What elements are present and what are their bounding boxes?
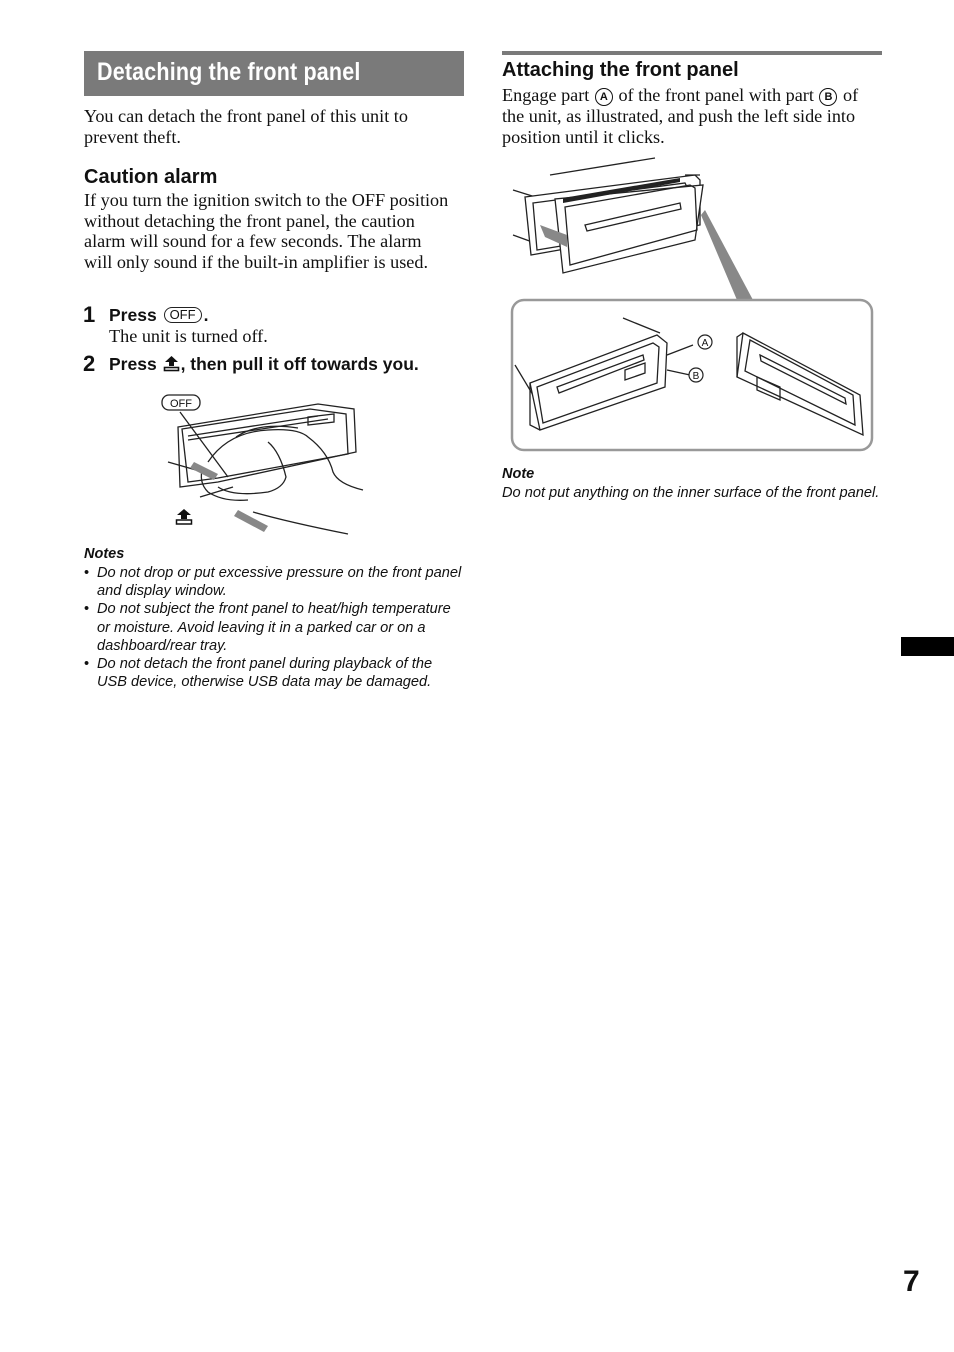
figure-part-b-label: B <box>692 371 700 382</box>
detach-illustration <box>158 392 378 542</box>
step-2-pre: Press <box>109 354 157 374</box>
note-heading: Note <box>502 466 535 482</box>
note-item: • Do not subject the front panel to heat/high temperature or moisture. Avoid leaving it in a parked car or on a dashboard/rear tray. <box>84 600 464 655</box>
note-text: Do not put anything on the inner surface of the front panel. <box>502 485 880 501</box>
step-2-instruction <box>109 354 419 375</box>
attach-illustration <box>505 155 880 455</box>
edge-tab-marker <box>901 637 954 656</box>
caution-text: If you turn the ignition switch to the OFF position without detaching the front panel, the caution alarm will sound for a few seconds. The alarm will only sound if the built-in amplifier is used. <box>84 190 449 272</box>
caution-heading: Caution alarm <box>84 166 218 188</box>
step-2-post: , then pull it off towards you. <box>180 354 419 374</box>
step-1-instruction <box>109 305 208 326</box>
section-title: Detaching the front panel <box>97 58 361 86</box>
notes-list <box>84 564 464 691</box>
note-item: • Do not detach the front panel during playback of the USB device, otherwise USB data may be damaged. <box>84 655 464 691</box>
attach-text-3: of the unit, as illustrated, and push the left side into position until it clicks. <box>502 85 859 147</box>
panel-release-icon <box>163 355 180 372</box>
section-title-bar <box>84 51 464 96</box>
notes-heading: Notes <box>84 546 125 562</box>
attach-text-1: Engage part <box>502 85 590 105</box>
step-1-pre: Press <box>109 305 157 325</box>
attach-text-2: of the front panel with part <box>618 85 814 105</box>
right-section-rule <box>502 51 882 55</box>
step-1-number: 1 <box>83 302 96 327</box>
part-b-marker: B <box>819 88 837 106</box>
step-1-detail: The unit is turned off. <box>109 326 268 346</box>
figure-part-a-label: A <box>701 338 709 349</box>
intro-text: You can detach the front panel of this unit to prevent theft. <box>84 106 408 147</box>
step-2-number: 2 <box>83 351 96 376</box>
attach-text <box>502 85 882 147</box>
attach-heading: Attaching the front panel <box>502 59 739 81</box>
figure-off-label: OFF <box>170 398 192 410</box>
note-item: • Do not drop or put excessive pressure on the front panel and display window. <box>84 564 464 600</box>
off-key-label: OFF <box>164 307 202 323</box>
step-1-post: . <box>203 305 209 325</box>
page-number: 7 <box>903 1265 920 1298</box>
part-a-marker: A <box>595 88 613 106</box>
